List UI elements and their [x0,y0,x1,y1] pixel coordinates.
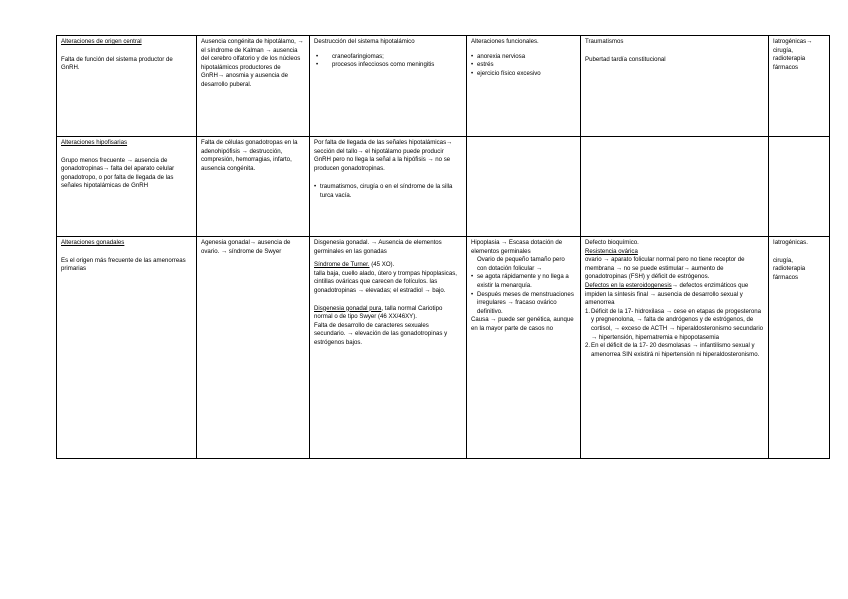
list-item: • traumatismos, cirugía o en el síndrome de la silla turca vacía. [314,183,462,200]
iatrogenic-text: Iatrogénicas→ cirugía, radioterapia fármacos [773,38,813,71]
table-row-central [57,36,830,137]
dysgenesis-intro: Disgenesia gonadal. → Ausencia de elementos germinales en las gonadas [314,239,442,255]
cell-agenesis [197,237,310,459]
iatrogenic-gonadal-text: cirugía, radioterapia fármacos [773,256,806,281]
list-item-text: En el déficit de la 17- 20 desmolasas → infantilismo sexual y amenorrea SIN existirá ni hipertensión ni hiperaldosteronismo. [591,342,760,358]
cell-biochemical [581,237,769,459]
gonadal-description: Es el origen más frecuente de las amenorreas primarias [61,256,186,273]
list-item: • craneofaringiomas; [314,53,462,62]
turner-text: talla baja, cuello alado, útero y trompas hipoplasicas, cintillas ováricas que carecen de folículos. las gonadotropinas → elevadas; el estradiol → bajo. [314,269,457,294]
cell-pituitary [57,137,197,237]
list-item [585,308,764,342]
pure-dysgenesis-rest: , talla normal Cariotipo normal o de tipo Swyer (46 XX/46XY). [314,304,443,321]
turner-title: Síndrome de Turner. [314,261,370,269]
amenorrhea-causes-table [56,35,830,459]
destruction-list [314,53,462,70]
list-item-text: Déficit de la 17- hidroxilasa → cese en etapas de progesterona y pregnenolona, → falta de andrógenos y de estrógenos, de cortisol, → exceso de ACTH → hiperaldosteronismo secundario → hipertensión, hipernatremia e hipopotasemia [591,307,764,341]
enzyme-deficit-list [585,308,764,360]
steroidogenesis-title: Defectos en la esteroidogenesis [585,281,672,289]
section-title-central: Alteraciones de origen central [61,38,142,45]
pure-dysgenesis-heading [314,305,462,322]
iatrogenic-gonadal-title: Iatrogénicas. [773,239,808,246]
pure-dysgenesis-text: Falta de desarrollo de caracteres sexuales secundario. → elevación de las gonadotropinas y estrógenos bajos. [314,321,448,346]
gonadotropic-text: Falta de células gonadotropas en la adenohipófisis → destrucción, compresión, hemorragias, infarto, ausencia congénita. [201,139,298,172]
table-row-gonadal [57,237,830,459]
hypoplasia-list [471,273,576,316]
trauma-title: Traumatismos [585,38,624,45]
trauma-text: Pubertad tardía constitucional [585,55,666,63]
cell-gonadotropic-cells [197,137,310,237]
biochemical-title: Defecto bioquímico. [585,239,639,246]
list-number: 1. [585,307,591,315]
section-title-pituitary: Alteraciones hipofisarias [61,139,128,146]
cell-iatrogenic-gonadal [769,237,830,459]
cell-functional [467,36,581,137]
functional-title: Alteraciones funcionales. [471,38,539,45]
pure-dysgenesis-title: Disgenesia gonadal pura [314,304,382,312]
hypoplasia-cause: Causa → puede ser genética, aunque en la mayor parte de casos no [471,316,574,332]
signal-loss-list [314,183,462,200]
hypoplasia-title: Hipoplasia → Escasa dotación de elementos germinales [471,239,563,255]
steroidogenesis-heading [585,282,764,308]
list-item: • estrés [471,61,576,70]
cell-kalman [197,36,310,137]
cell-iatrogenic-central [769,36,830,137]
cell-empty [581,137,769,237]
section-title-gonadal: Alteraciones gonadales [61,239,125,246]
cell-empty [467,137,581,237]
pituitary-description: Grupo menos frecuente → ausencia de gonadotropinas→ falta del aparato celular gonadotropo, o por falta de llegada de las señales hipotalámicas de GnRH [61,156,175,190]
list-item: • procesos infecciosos como meningitis [314,61,462,70]
list-number: 2. [585,342,591,350]
list-item: • ejercicio físico excesivo [471,70,576,79]
cell-hypoplasia [467,237,581,459]
signal-loss-text: Por falta de llegada de las señales hipotalámicas→ sección del tallo→ el hipotálamo puede producir GnRH pero no llega la señal a la hipófisis → no se producen gonadotropinas. [314,139,453,172]
cell-central-origin [57,36,197,137]
destruction-title: Destrucción del sistema hipotalámico [314,38,415,45]
list-item: • anorexia nerviosa [471,53,576,62]
turner-karyotype: (45 XO). [369,261,395,269]
agenesis-text: Agenesia gonadal→ ausencia de ovario. → síndrome de Swyer [201,239,291,255]
table-row-pituitary [57,137,830,237]
kalman-text: Ausencia congénita de hipotálamo, → el síndrome de Kalman → ausencia del cerebro olfatorio y de los núcleos hipotalámicos productores de GnRH→ anosmia y ausencia de desarrollo puberal. [201,38,304,88]
cell-hypothalamic-destruction [310,36,467,137]
turner-heading [314,261,462,270]
resistance-text: ovario → aparato folicular normal pero no tiene receptor de membrana → no se puede estimular→ aumento de gonadotropinas (FSH) y déficit de estrógenos. [585,256,745,281]
central-description: Falta de función del sistema productor de GnRH. [61,55,173,72]
cell-dysgenesis [310,237,467,459]
cell-empty [769,137,830,237]
cell-signal-loss [310,137,467,237]
cell-trauma [581,36,769,137]
list-item: • Después meses de menstruaciones irregulares → fracaso ovárico definitivo. [471,291,576,317]
list-item [585,342,764,359]
hypoplasia-sub: Ovario de pequeño tamaño pero con dotación folicular → [477,256,565,272]
list-item: • se agota rápidamente y no llega a existir la menarquía. [471,273,576,290]
functional-list [471,53,576,79]
cell-gonadal [57,237,197,459]
resistance-title: Resistencia ovárica [585,247,638,255]
steroidogenesis-text: → defectos enzimáticos que impiden la síntesis final → ausencia de desarrollo sexual y amenorrea [585,281,749,307]
